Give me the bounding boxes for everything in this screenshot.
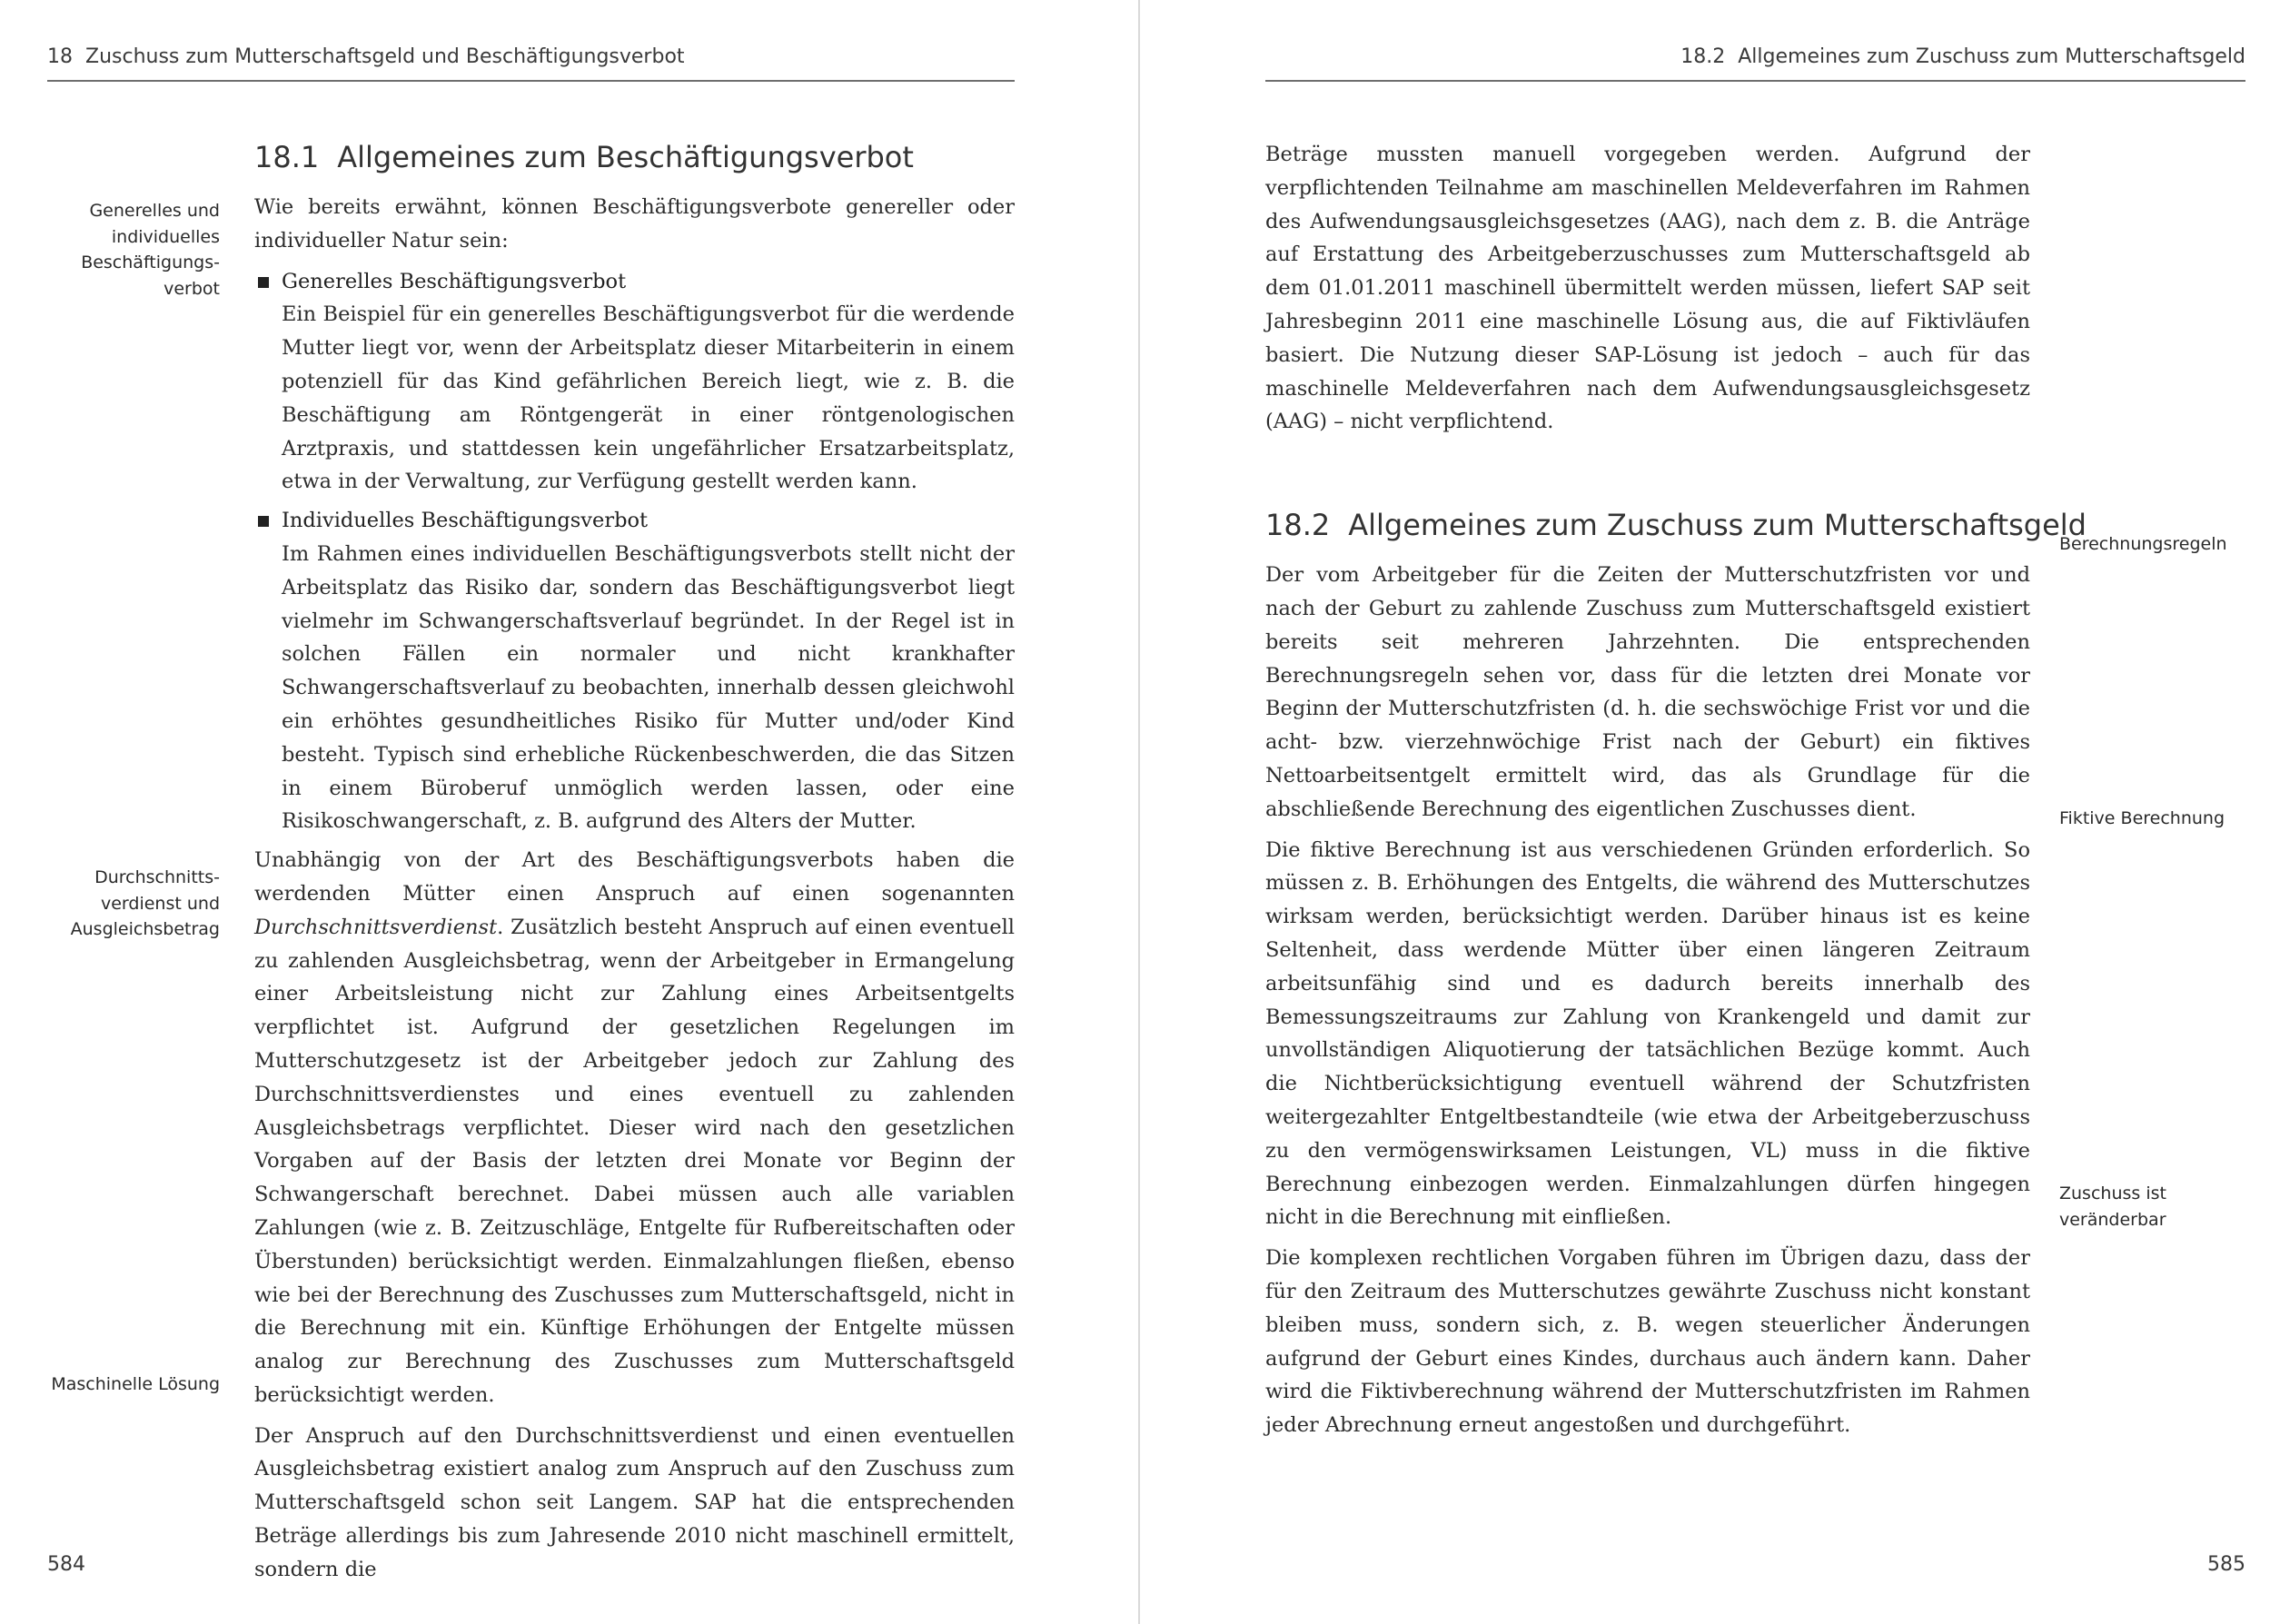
margin-note-generelles: Generelles und individuelles Beschäftigungs-verbot bbox=[81, 201, 220, 299]
bullet-text: Im Rahmen eines individuellen Beschäftigungsverbots stellt nicht der Arbeitsplatz das Risiko dar, sondern das Beschäftigungsverbot liegt vielmehr im Schwangerschaftsverlauf begründet. In der Regel ist in solchen Fällen ein normaler und nicht krankhafter Schwangerschaftsverlauf zu beobachten, innerhalb dessen gleichwohl ein erhöhtes gesundheitliches Risiko für Mutter und/oder Kind besteht. Typisch sind erhebliche Rückenbeschwerden, die das Sitzen in einem Büroberuf unmöglich werden lassen, oder eine Risikoschwangerschaft, z. B. aufgrund des Alters der Mutter. bbox=[282, 541, 1015, 834]
paragraph-text: . Zusätzlich besteht Anspruch auf einen eventuell zu zahlenden Ausgleichsbetrag, wenn der Arbeitgeber in Ermangelung einer Arbeitsleistung nicht zur Zahlung eines Arbeitsentgelts verpflichtet ist. Aufgrund der gesetzlichen Regelungen im Mutterschutzgesetz ist der Arbeitgeber jedoch zur Zahlung des Durchschnittsverdienstes und eines eventuell zu zahlenden Ausgleichsbetrags verpflichtet. Dieser wird nach den gesetzlichen Vorgaben auf der Basis der letzten drei Monate vor Beginn der Schwangerschaft berechnet. Dabei müssen auch alle variablen Zahlungen (wie z. B. Zeitzuschläge, Entgelte für Rufbereitschaften oder Überstunden) berücksichtigt werden. Einmalzahlungen fließen, ebenso wie bei der Berechnung des Zuschusses zum Mutterschaftsgeld, nicht in die Berechnung mit ein. Künftige Erhöhungen der Entgelte müssen analog zur Berechnung des Zuschusses zum Mutterschaftsgeld berücksichtigt werden. bbox=[254, 915, 1015, 1407]
section-title: Allgemeines zum Beschäftigungsverbot bbox=[337, 140, 914, 174]
bullet-item bbox=[254, 504, 1015, 838]
paragraph-text: Unabhängig von der Art des Beschäftigungsverbots haben die werdenden Mütter einen Anspruch auf einen sogenannten bbox=[254, 848, 1015, 906]
paragraph-durchschnittsverdienst bbox=[254, 844, 1015, 1412]
margin-note-maschinell: Maschinelle Lösung bbox=[51, 1374, 220, 1394]
bullet-heading: Individuelles Beschäftigungsverbot bbox=[282, 509, 649, 533]
margin-note-durchschnitt: Durchschnitts-verdienst und Ausgleichsbetrag bbox=[70, 867, 220, 939]
paragraph-zuschuss: Die komplexen rechtlichen Vorgaben führen im Übrigen dazu, dass der für den Zeitraum des Mutterschutzes gewährte Zuschuss nicht konstant bleiben muss, sondern sich, z. B. wegen steuerlicher Änderungen aufgrund der Geburt eines Kindes, durchaus auch ändern kann. Daher wird die Fiktivberechnung während der Mutterschutzfristen im Rahmen jeder Abrechnung erneut angestoßen und durchgeführt. bbox=[1265, 1246, 2030, 1438]
margin-note-berechnung: Berechnungsregeln bbox=[2059, 534, 2227, 554]
right-page bbox=[1140, 0, 2280, 1624]
bullet-text: Ein Beispiel für ein generelles Beschäftigungsverbot für die werdende Mutter liegt vor, wenn der Arbeitsplatz dieser Mitarbeiterin in einem potenziell für das Kind gefährlichen Bereich liegt, wie z. B. die Beschäftigung am Röntgengerät in einer röntgenologischen Arztpraxis, und stattdessen kein ungefährlicher Ersatzarbeitsplatz, etwa in der Verwaltung, zur Verfügung gestellt werden kann. bbox=[282, 302, 1015, 494]
running-head bbox=[1680, 45, 2245, 68]
section-heading bbox=[1265, 504, 2087, 546]
bullet-item bbox=[254, 265, 1015, 500]
square-bullet-icon bbox=[258, 516, 269, 527]
margin-note-fiktiv: Fiktive Berechnung bbox=[2059, 808, 2225, 828]
section-number: 18.1 bbox=[254, 140, 320, 174]
emphasis-term: Durchschnittsverdienst bbox=[254, 915, 498, 939]
section-number: 18.2 bbox=[1680, 45, 1726, 68]
intro-paragraph: Wie bereits erwähnt, können Beschäftigungsverbote genereller oder individueller Natur sein: bbox=[254, 195, 1015, 253]
chapter-title: Zuschuss zum Mutterschaftsgeld und Beschäftigungsverbot bbox=[85, 45, 685, 68]
section-title: Allgemeines zum Zuschuss zum Mutterschaftsgeld bbox=[1738, 45, 2245, 68]
paragraph-fiktive-berechnung: Die fiktive Berechnung ist aus verschiedenen Gründen erforderlich. So müssen z. B. Erhöhungen des Entgelts, die während des Mutterschutzes wirksam werden, berücksichtigt werden. Darüber hinaus ist es keine Seltenheit, dass werdende Mütter über einen längeren Zeitraum arbeitsunfähig sind und es dadurch bereits innerhalb des Bemessungszeitraums zur Zahlung von Krankengeld und damit zur unvollständigen Aliquotierung der tatsächlichen Bezüge kommt. Auch die Nichtberücksichtigung eventuell während der Schutzfristen weitergezahlter Entgeltbestandteile (wie etwa der Arbeitgeberzuschuss zu den vermögenswirksamen Leistungen, VL) muss in die fiktive Berechnung einbezogen werden. Einmalzahlungen dürfen hingegen nicht in die Berechnung mit einfließen. bbox=[1265, 837, 2030, 1230]
left-text-column bbox=[254, 136, 1015, 1594]
paragraph-berechnungsregeln: Der vom Arbeitgeber für die Zeiten der Mutterschutzfristen vor und nach der Geburt zu zahlende Zuschuss zum Mutterschaftsgeld existiert bereits seit mehreren Jahrzehnten. Die entsprechenden Berechnungsregeln sehen vor, dass für die letzten drei Monate vor Beginn der Mutterschutzfristen (d. h. die sechswöchige Frist vor und die acht- bzw. vierzehnwöchige Frist nach der Geburt) ein fiktives Nettoarbeitsentgelt ermittelt wird, das als Grundlage für die abschließende Berechnung des eigentlichen Zuschusses dient. bbox=[1265, 563, 2030, 821]
page-number: 584 bbox=[47, 1553, 85, 1576]
header-rule bbox=[47, 80, 1015, 82]
chapter-number: 18 bbox=[47, 45, 73, 68]
page-number: 585 bbox=[2207, 1553, 2245, 1576]
margin-note-zuschuss: Zuschuss ist veränderbar bbox=[2059, 1183, 2166, 1230]
section-title: Allgemeines zum Zuschuss zum Mutterschaftsgeld bbox=[1348, 508, 2087, 543]
section-heading bbox=[254, 136, 1015, 178]
paragraph-continued: Beträge mussten manuell vorgegeben werden. Aufgrund der verpflichtenden Teilnahme am maschinellen Meldeverfahren im Rahmen des Aufwendungsausgleichsgesetzes (AAG), nach dem z. B. die Anträge auf Erstattung des Arbeitgeberzuschusses zum Mutterschaftsgeld ab dem 01.01.2011 maschinell übermittelt werden müssen, liefert SAP seit Jahresbeginn 2011 eine maschinelle Lösung aus, die auf Fiktivläufen basiert. Die Nutzung dieser SAP-Lösung ist jedoch – auch für das maschinelle Meldeverfahren nach dem Aufwendungsausgleichsgesetz (AAG) – nicht verpflichtend. bbox=[1265, 143, 2030, 434]
bullet-list bbox=[254, 265, 1015, 839]
square-bullet-icon bbox=[258, 277, 269, 288]
right-text-column bbox=[1265, 138, 2087, 1450]
bullet-heading: Generelles Beschäftigungsverbot bbox=[282, 269, 627, 293]
running-head bbox=[47, 45, 685, 68]
header-rule bbox=[1265, 80, 2245, 82]
section-number: 18.2 bbox=[1265, 508, 1331, 543]
paragraph-maschinelle-loesung: Der Anspruch auf den Durchschnittsverdienst und einen eventuellen Ausgleichsbetrag existiert analog zum Anspruch auf den Zuschuss zum Mutterschaftsgeld schon seit Langem. SAP hat die entsprechenden Beträge allerdings bis zum Jahresende 2010 nicht maschinell ermittelt, sondern die bbox=[254, 1423, 1015, 1581]
